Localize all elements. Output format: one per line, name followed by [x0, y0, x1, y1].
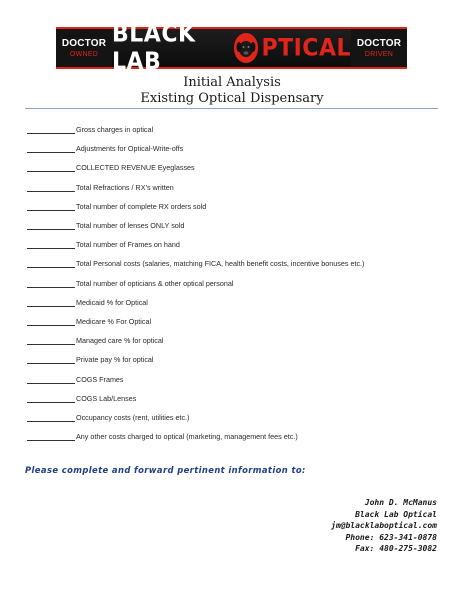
badge-left-top: DOCTOR	[61, 37, 107, 49]
fill-in-blank[interactable]	[27, 278, 75, 288]
title-divider	[25, 108, 438, 109]
fill-in-blank[interactable]	[27, 143, 75, 153]
fill-in-blank[interactable]	[27, 393, 75, 403]
fill-in-blank[interactable]	[27, 431, 75, 441]
form-line	[27, 316, 151, 326]
fill-in-blank[interactable]	[27, 335, 75, 345]
form-line	[27, 182, 174, 192]
doctor-owned-badge	[56, 29, 112, 67]
brand-word-black-lab: BLACK LAB	[112, 20, 196, 76]
form-line-label: COGS Lab/Lenses	[76, 393, 137, 403]
form-line	[27, 124, 153, 134]
form-line-label: Managed care % for optical	[76, 336, 164, 346]
form-line	[27, 297, 148, 307]
fill-in-blank[interactable]	[27, 124, 75, 134]
form-line	[27, 431, 298, 441]
form-line	[27, 393, 136, 403]
form-line-label: Any other costs charged to optical (marketing, management fees etc.)	[76, 432, 298, 442]
badge-right-top: DOCTOR	[356, 37, 402, 49]
contact-email[interactable]: jm@blacklaboptical.com	[331, 521, 437, 530]
form-line	[27, 258, 364, 268]
form-line-label: Total number of Frames on hand	[76, 240, 180, 250]
contact-phone: Phone: 623-341-0878	[345, 532, 437, 542]
fill-in-blank[interactable]	[27, 354, 75, 364]
form-line	[27, 278, 233, 288]
form-line-label: Occupancy costs (rent, utilities etc.)	[76, 413, 190, 422]
fill-in-blank[interactable]	[27, 220, 75, 230]
form-line-label: COLLECTED REVENUE Eyeglasses	[76, 163, 195, 173]
instruction-text: Please complete and forward pertinent information to:	[25, 465, 306, 475]
form-line	[27, 220, 184, 230]
form-line	[27, 412, 189, 422]
form-line-label: Total Refractions / RX’s written	[76, 182, 174, 192]
form-line-label: Total number of complete RX orders sold	[76, 201, 207, 211]
brand-word-optical: PTICAL	[261, 34, 351, 62]
form-line-label: Medicaid % for Optical	[76, 297, 148, 307]
form-line	[27, 335, 164, 345]
page-title: Initial Analysis	[183, 75, 281, 90]
form-line	[27, 162, 195, 172]
fill-in-blank[interactable]	[27, 297, 75, 307]
form-line-label: Total number of lenses ONLY sold	[76, 221, 185, 230]
fill-in-blank[interactable]	[27, 162, 75, 172]
badge-left-bottom: OWNED	[69, 50, 99, 58]
doctor-driven-badge	[351, 29, 407, 67]
form-line-label: Adjustments for Optical-Write-offs	[76, 144, 184, 154]
fill-in-blank[interactable]	[27, 412, 75, 422]
form-line	[27, 374, 124, 384]
contact-name: John D. McManus	[364, 498, 437, 507]
form-line-label: Total Personal costs (salaries, matching FICA, health benefit costs, incentive bonuses etc.)	[76, 259, 365, 269]
form-line-label: Gross charges in optical	[76, 125, 154, 134]
form-line-label: Private pay % for optical	[76, 355, 154, 365]
badge-right-bottom: DRIVEN	[364, 50, 394, 58]
fill-in-blank[interactable]	[27, 258, 75, 268]
form-line-label: COGS Frames	[76, 374, 124, 384]
contact-company: Black Lab Optical	[355, 509, 437, 519]
page-subtitle: Existing Optical Dispensary	[140, 91, 324, 106]
form-line	[27, 143, 183, 153]
fill-in-blank[interactable]	[27, 239, 75, 249]
dog-logo-icon	[234, 33, 259, 63]
form-line	[27, 239, 180, 249]
form-line	[27, 354, 154, 364]
form-line-label: Medicare % For Optical	[76, 317, 152, 326]
brand-logo	[112, 20, 351, 76]
fill-in-blank[interactable]	[27, 316, 75, 326]
fill-in-blank[interactable]	[27, 201, 75, 211]
fill-in-blank[interactable]	[27, 374, 75, 384]
contact-fax: Fax: 480-275-3082	[355, 544, 437, 553]
fill-in-blank[interactable]	[27, 182, 75, 192]
form-line-label: Total number of opticians & other optical personal	[76, 278, 234, 288]
form-line	[27, 201, 206, 211]
header-banner	[56, 20, 407, 76]
contact-block	[331, 497, 437, 555]
